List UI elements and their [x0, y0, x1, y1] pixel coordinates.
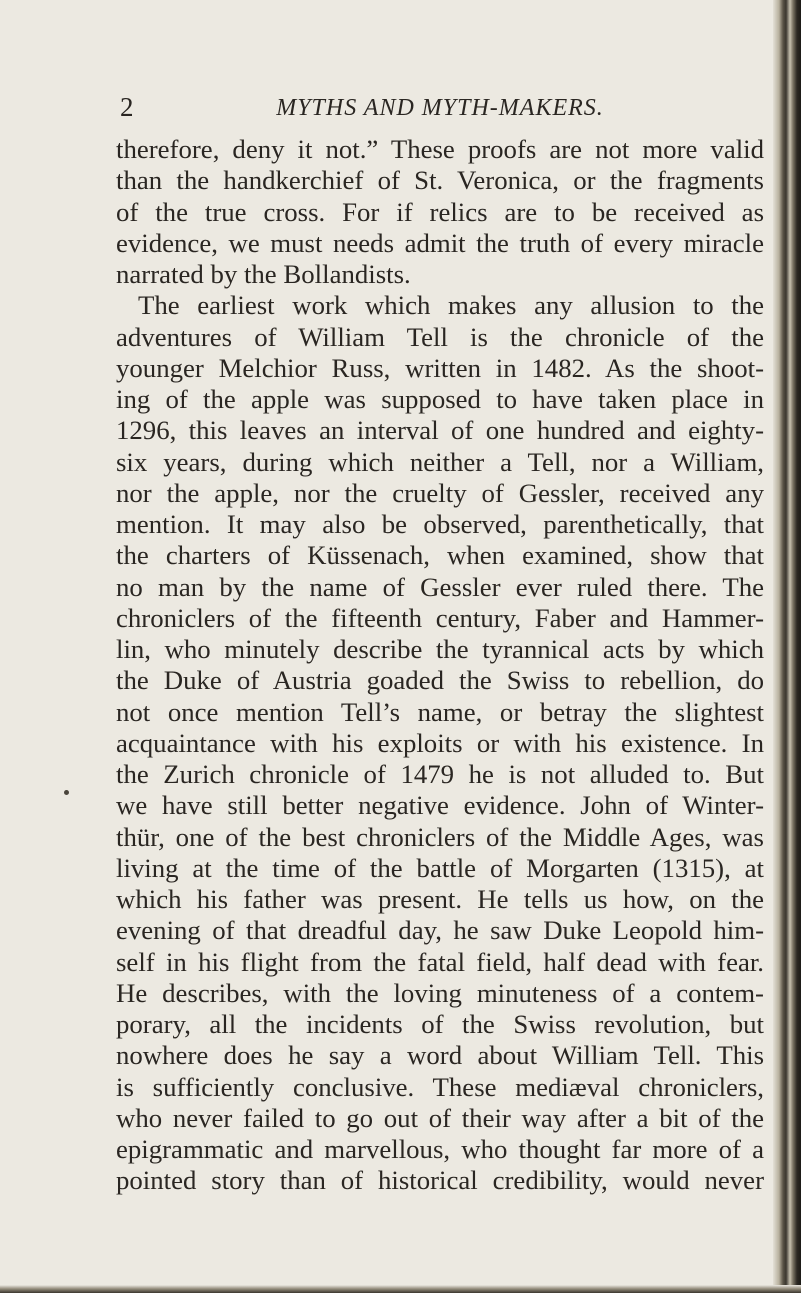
running-head: MYTHS AND MYTH-MAKERS.	[276, 95, 604, 121]
text-line: thür, one of the best chroniclers of the Middle Ages, was	[116, 821, 764, 852]
text-line: 1296, this leaves an interval of one hundred and eighty-	[116, 415, 764, 446]
text-line: chroniclers of the fifteenth century, Faber and Hammer-	[116, 602, 764, 633]
text-line: adventures of William Tell is the chronicle of the	[116, 321, 764, 352]
page-number: 2	[120, 92, 134, 122]
text-line: The earliest work which makes any allusion to the	[138, 290, 764, 321]
text-line: six years, during which neither a Tell, nor a William,	[116, 446, 764, 477]
text-line: is sufficiently conclusive. These mediæval chroniclers,	[116, 1071, 764, 1102]
text-line: nowhere does he say a word about William Tell. This	[116, 1040, 764, 1071]
text-line: younger Melchior Russ, written in 1482. As the shoot-	[116, 352, 764, 383]
text-line: not once mention Tell’s name, or betray the slightest	[116, 696, 764, 727]
text-line: self in his flight from the fatal field, half dead with fear.	[116, 946, 764, 977]
text-line: the Zurich chronicle of 1479 he is not alluded to. But	[116, 759, 764, 789]
text-line: we have still better negative evidence. John of Winter-	[116, 790, 764, 821]
text-line: acquaintance with his exploits or with his existence. In	[116, 727, 764, 758]
page-edge-shadow	[773, 0, 801, 1293]
text-line: than the handkerchief of St. Veronica, or the fragments	[116, 165, 764, 196]
text-line: which his father was present. He tells us how, on the	[116, 884, 764, 914]
text-line: the charters of Küssenach, when examined, show that	[116, 540, 764, 571]
text-line: who never failed to go out of their way after a bit of the	[116, 1102, 764, 1133]
text-line: pointed story than of historical credibility, would never	[116, 1165, 764, 1196]
body-text	[116, 134, 764, 1197]
text-line: therefore, deny it not.” These proofs are not more valid	[116, 134, 764, 164]
text-line: mention. It may also be observed, parenthetically, that	[116, 509, 764, 539]
page-bottom-edge	[0, 1285, 801, 1293]
ink-speck	[64, 790, 69, 795]
text-line: narrated by the Bollandists.	[116, 259, 411, 289]
text-line: evidence, we must needs admit the truth of every miracle	[116, 227, 764, 258]
text-line: nor the apple, nor the cruelty of Gessler, received any	[116, 477, 764, 508]
text-line: porary, all the incidents of the Swiss revolution, but	[116, 1009, 764, 1039]
text-line: lin, who minutely describe the tyrannical acts by which	[116, 634, 764, 664]
text-line: of the true cross. For if relics are to be received as	[116, 196, 764, 227]
text-line: the Duke of Austria goaded the Swiss to rebellion, do	[116, 665, 764, 696]
text-line: evening of that dreadful day, he saw Duke Leopold him-	[116, 915, 764, 946]
text-line: no man by the name of Gessler ever ruled there. The	[116, 571, 764, 602]
text-line: He describes, with the loving minuteness of a contem-	[116, 977, 764, 1008]
text-line: ing of the apple was supposed to have taken place in	[116, 384, 764, 414]
text-line: living at the time of the battle of Morgarten (1315), at	[116, 852, 764, 883]
text-line: epigrammatic and marvellous, who thought far more of a	[116, 1134, 764, 1164]
page-header	[120, 92, 760, 126]
